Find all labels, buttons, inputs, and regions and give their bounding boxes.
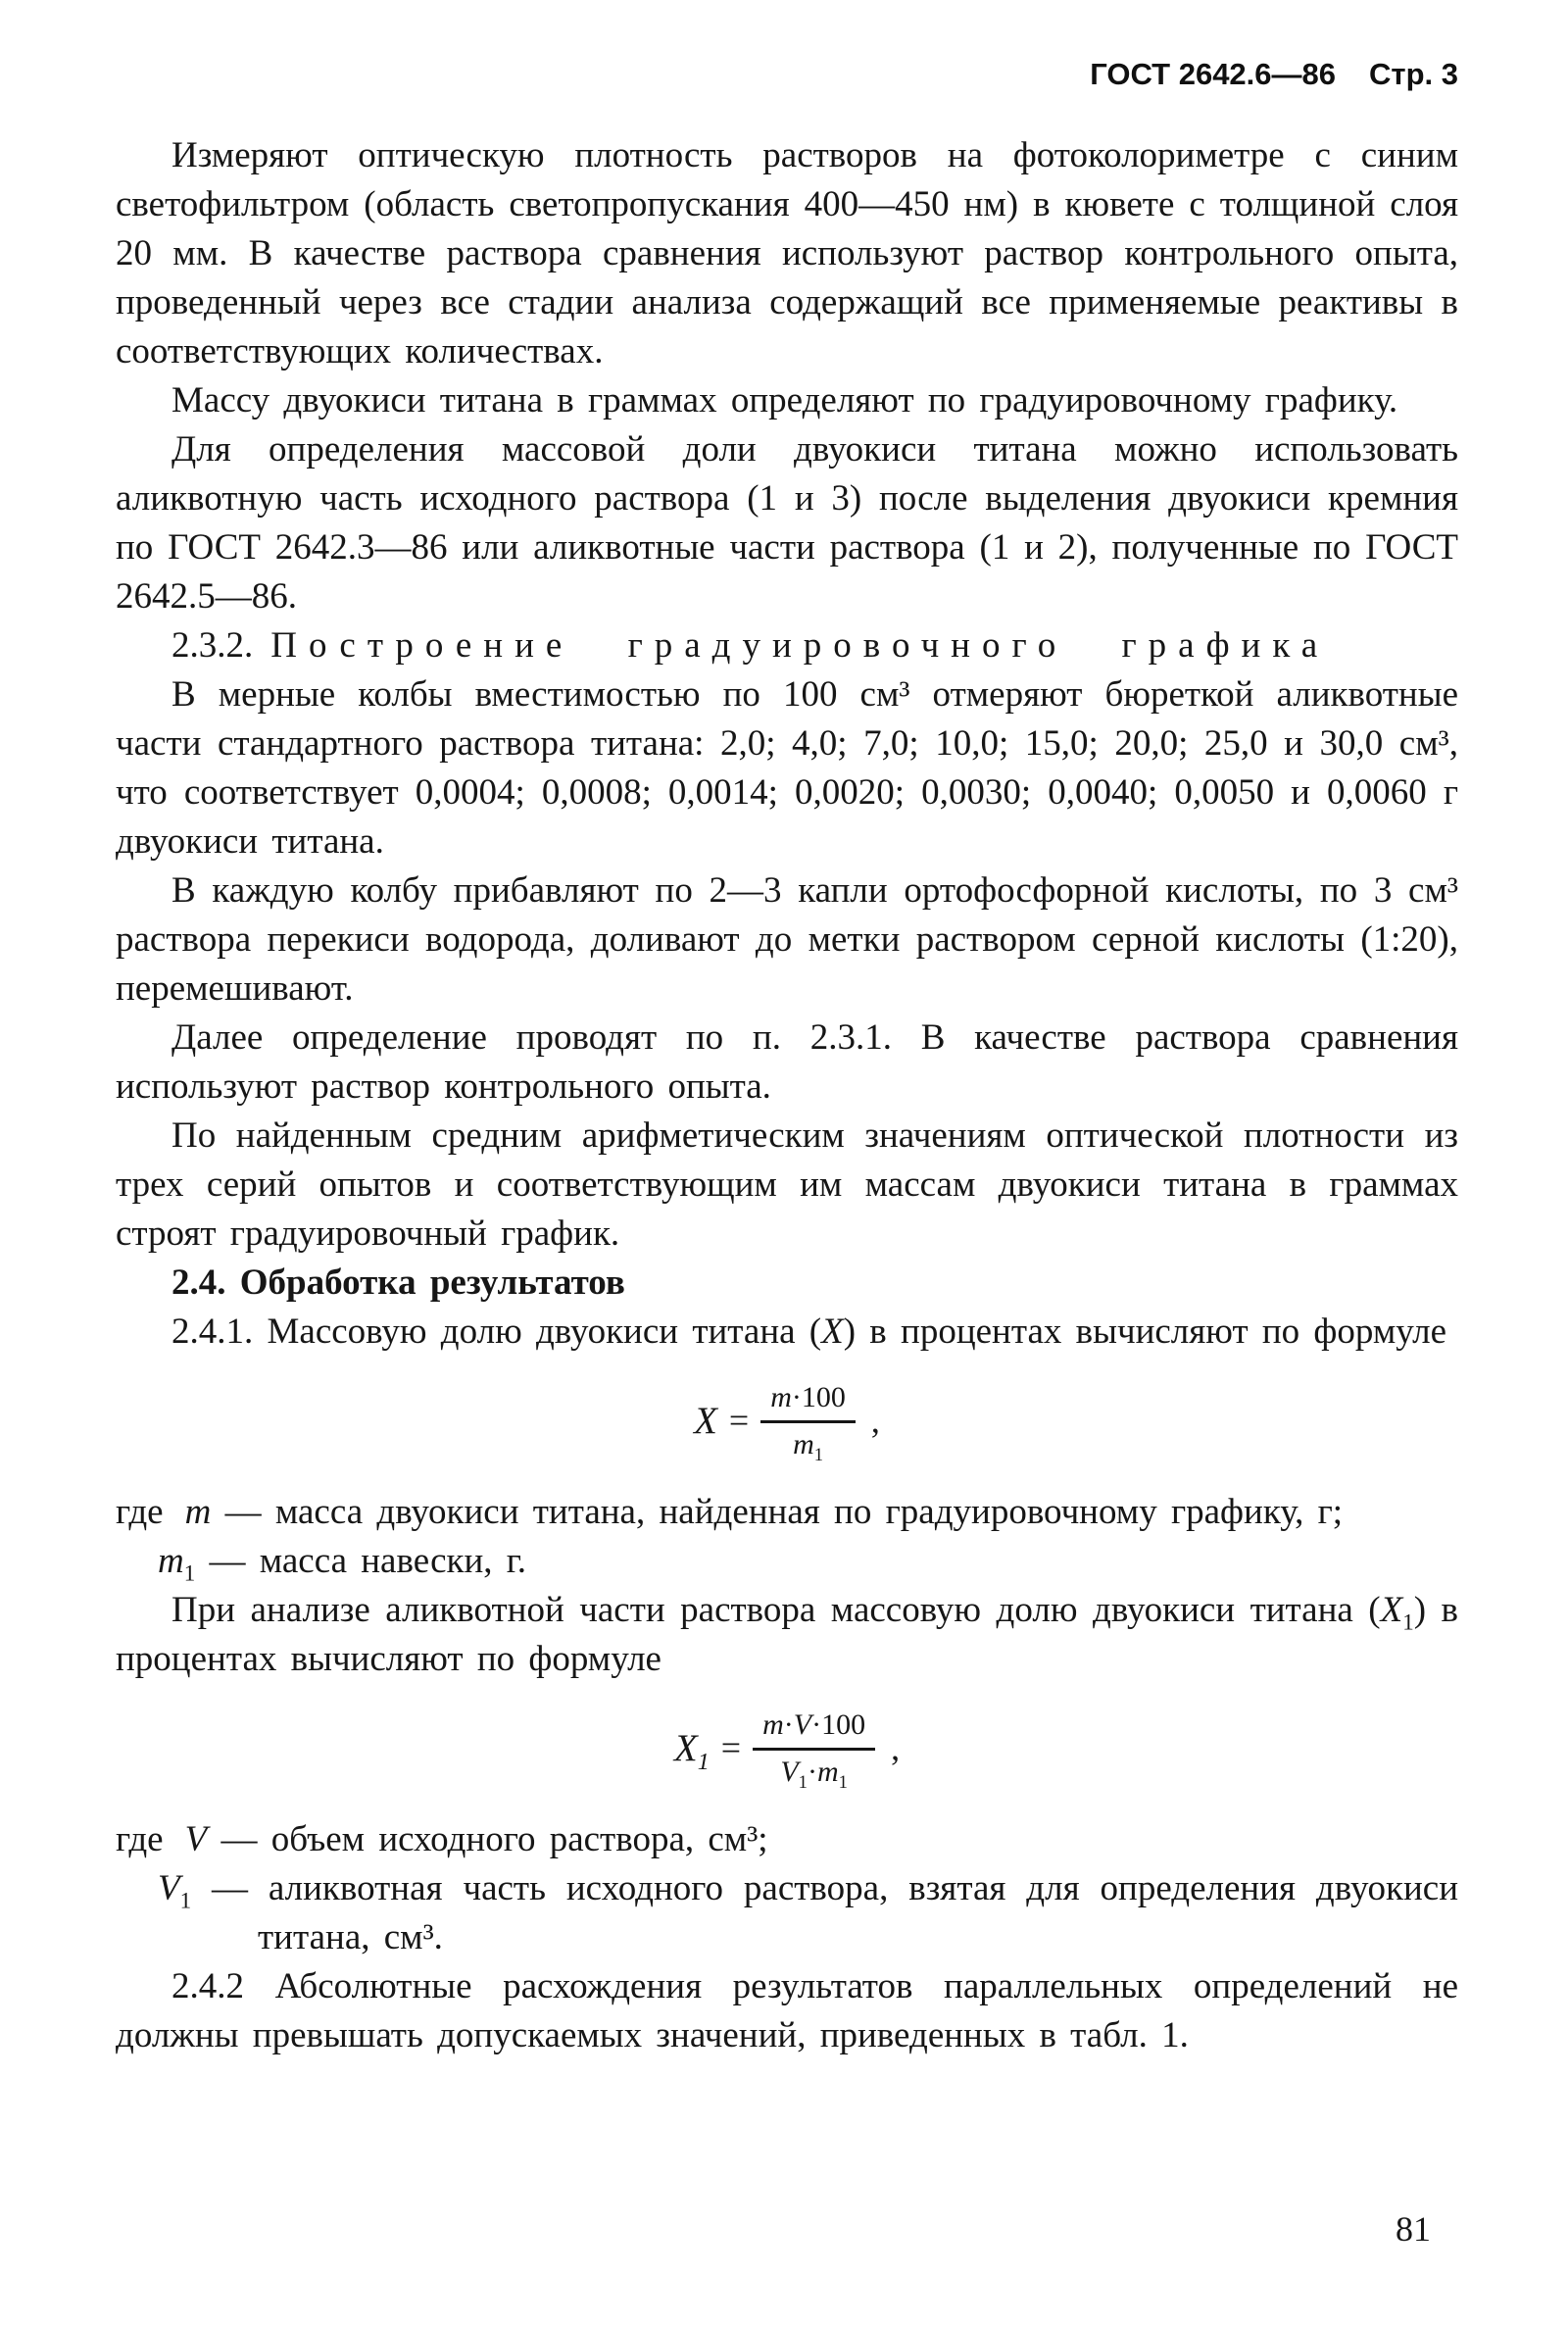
fraction-denominator <box>753 1751 875 1793</box>
paragraph-2-4-1-text-cont: ) в процентах вычисляют по формуле <box>843 1311 1446 1352</box>
equals-sign: = <box>720 1728 742 1767</box>
paragraph-titanium-mass: Массу двуокиси титана в граммах определяют по градуировочному графику. <box>172 380 1398 421</box>
variable-m1: m <box>816 1756 839 1788</box>
subscript-1: 1 <box>1402 1609 1414 1635</box>
multiply-dot: · <box>783 1708 794 1741</box>
variable-v: V <box>184 1819 208 1859</box>
paragraph-calibration-graph: По найденным средним арифметическим значениям оптической плотности из трех серий опытов и соответствующим им массам двуокиси титана в граммах строят градуировочный график. <box>116 1115 1458 1254</box>
dash: — <box>209 1541 246 1581</box>
variable-x1: X <box>673 1726 698 1769</box>
paragraph-photometry: Измеряют оптическую плотность растворов на фотоколориметре с синим светофильтром (область светопропускания 400—450 нм) в кювете с толщиной слоя 20 мм. В качестве раствора сравнения используют раствор контрольного опыта, проведенный через все стадии анализа содержащий все применяемые реактивы в соответствующих количествах. <box>116 135 1458 371</box>
paragraph-aliquot-analysis-text: При анализе аликвотной части раствора массовую долю двуокиси титана ( <box>172 1590 1381 1630</box>
paragraph-aliquot-use: Для определения массовой доли двуокиси титана можно использовать аликвотную часть исходного раствора (1 и 3) после выделения двуокиси кремния по ГОСТ 2642.3—86 или аликвотные части раствора (1 и 2), полученные по ГОСТ 2642.5—86. <box>116 429 1458 617</box>
subscript-1: 1 <box>798 1772 808 1793</box>
multiply-dot: · <box>807 1756 817 1788</box>
formula-lhs-x1 <box>673 1726 710 1775</box>
paragraph-calibration-flasks: В мерные колбы вместимостью по 100 см³ отмеряют бюреткой аликвотные части стандартного раствора титана: 2,0; 4,0; 7,0; 10,0; 15,0; 20,0; 25,0 и 30,0 см³, что соответствует 0,0004; 0,0008; 0,0014; 0,0020; 0,0030; 0,0040; 0,0050 и 0,0060 г двуокиси титана. <box>116 674 1458 862</box>
section-heading-2-4: 2.4. Обработка результатов <box>172 1262 625 1303</box>
variable-m: m <box>184 1492 212 1532</box>
paragraph-flask-additions: В каждую колбу прибавляют по 2—3 капли ортофосфорной кислоты, по 3 см³ раствора перекиси водорода, доливают до метки раствором серной кислоты (1:20), перемешивают. <box>116 870 1458 1009</box>
variable-v1: V <box>158 1868 180 1908</box>
dash: — <box>220 1819 258 1859</box>
formula-comma: , <box>891 1728 901 1767</box>
subscript-1: 1 <box>813 1445 824 1465</box>
formula-comma: , <box>870 1401 880 1440</box>
formula-lhs-x <box>694 1399 717 1443</box>
variable-m1: m <box>158 1541 184 1581</box>
page-header <box>116 57 1458 92</box>
definition-v-text: объем исходного раствора, см³; <box>270 1819 768 1859</box>
variable-m: m <box>762 1708 784 1741</box>
section-heading-2-3-2 <box>116 621 1458 670</box>
fraction-numerator <box>760 1378 856 1423</box>
paragraph-2-4-2: 2.4.2 Абсолютные расхождения результатов параллельных определений не должны превышать допускаемых значений, приведенных в табл. 1. <box>116 1966 1458 2055</box>
numerator-constant: ·100 <box>791 1381 846 1413</box>
variable-v: V <box>793 1708 812 1741</box>
definition-v1-text: аликвотная часть исходного раствора, взятая для определения двуокиси титана, см³. <box>258 1868 1459 1957</box>
fraction-denominator <box>760 1423 856 1465</box>
dash: — <box>224 1492 262 1532</box>
page-indicator: Стр. 3 <box>1369 57 1458 91</box>
variable-m1: m <box>793 1428 814 1460</box>
variable-x1: X <box>1380 1590 1403 1630</box>
variable-v1: V <box>780 1756 799 1788</box>
paragraph-aliquot-analysis <box>116 1586 1458 1684</box>
paragraph-determination-reference: Далее определение проводят по п. 2.3.1. В качестве раствора сравнения используют раствор контрольного опыта. <box>116 1017 1458 1107</box>
variable-m: m <box>770 1381 792 1413</box>
variable-x: X <box>694 1399 717 1442</box>
heading-text: Построение градуировочного графика <box>270 625 1330 666</box>
fraction-numerator <box>753 1706 875 1751</box>
fraction <box>753 1706 875 1793</box>
paragraph-2-4-1-text: 2.4.1. Массовую долю двуокиси титана ( <box>172 1311 822 1352</box>
gost-standard-number: ГОСТ 2642.6—86 <box>1090 57 1337 91</box>
where-label: где <box>116 1819 164 1859</box>
numerator-constant: ·100 <box>811 1708 866 1741</box>
definition-v1 <box>116 1864 1458 1962</box>
definition-m-text: масса двуокиси титана, найденная по градуировочному графику, г; <box>274 1492 1344 1532</box>
heading-number: 2.3.2. <box>172 625 254 666</box>
where-label: где <box>116 1492 164 1532</box>
variable-x: X <box>821 1311 844 1352</box>
equals-sign: = <box>728 1401 750 1440</box>
dash: — <box>212 1868 248 1908</box>
subscript-1: 1 <box>697 1748 710 1775</box>
definition-m <box>116 1488 1458 1537</box>
formula-mass-fraction <box>116 1378 1458 1465</box>
definition-v <box>116 1815 1458 1864</box>
formula-mass-fraction-aliquot <box>116 1706 1458 1793</box>
subscript-1: 1 <box>183 1560 196 1586</box>
page-number: 81 <box>1396 2209 1431 2249</box>
paragraph-aliquot-analysis-text-cont: ) в процентах вычисляют по формуле <box>116 1590 1458 1679</box>
subscript-1: 1 <box>179 1888 192 1913</box>
definition-m1 <box>116 1537 1458 1586</box>
subscript-1: 1 <box>838 1772 848 1793</box>
paragraph-2-4-1 <box>116 1308 1458 1357</box>
definition-m1-text: масса навески, г. <box>259 1541 527 1581</box>
fraction <box>760 1378 856 1465</box>
